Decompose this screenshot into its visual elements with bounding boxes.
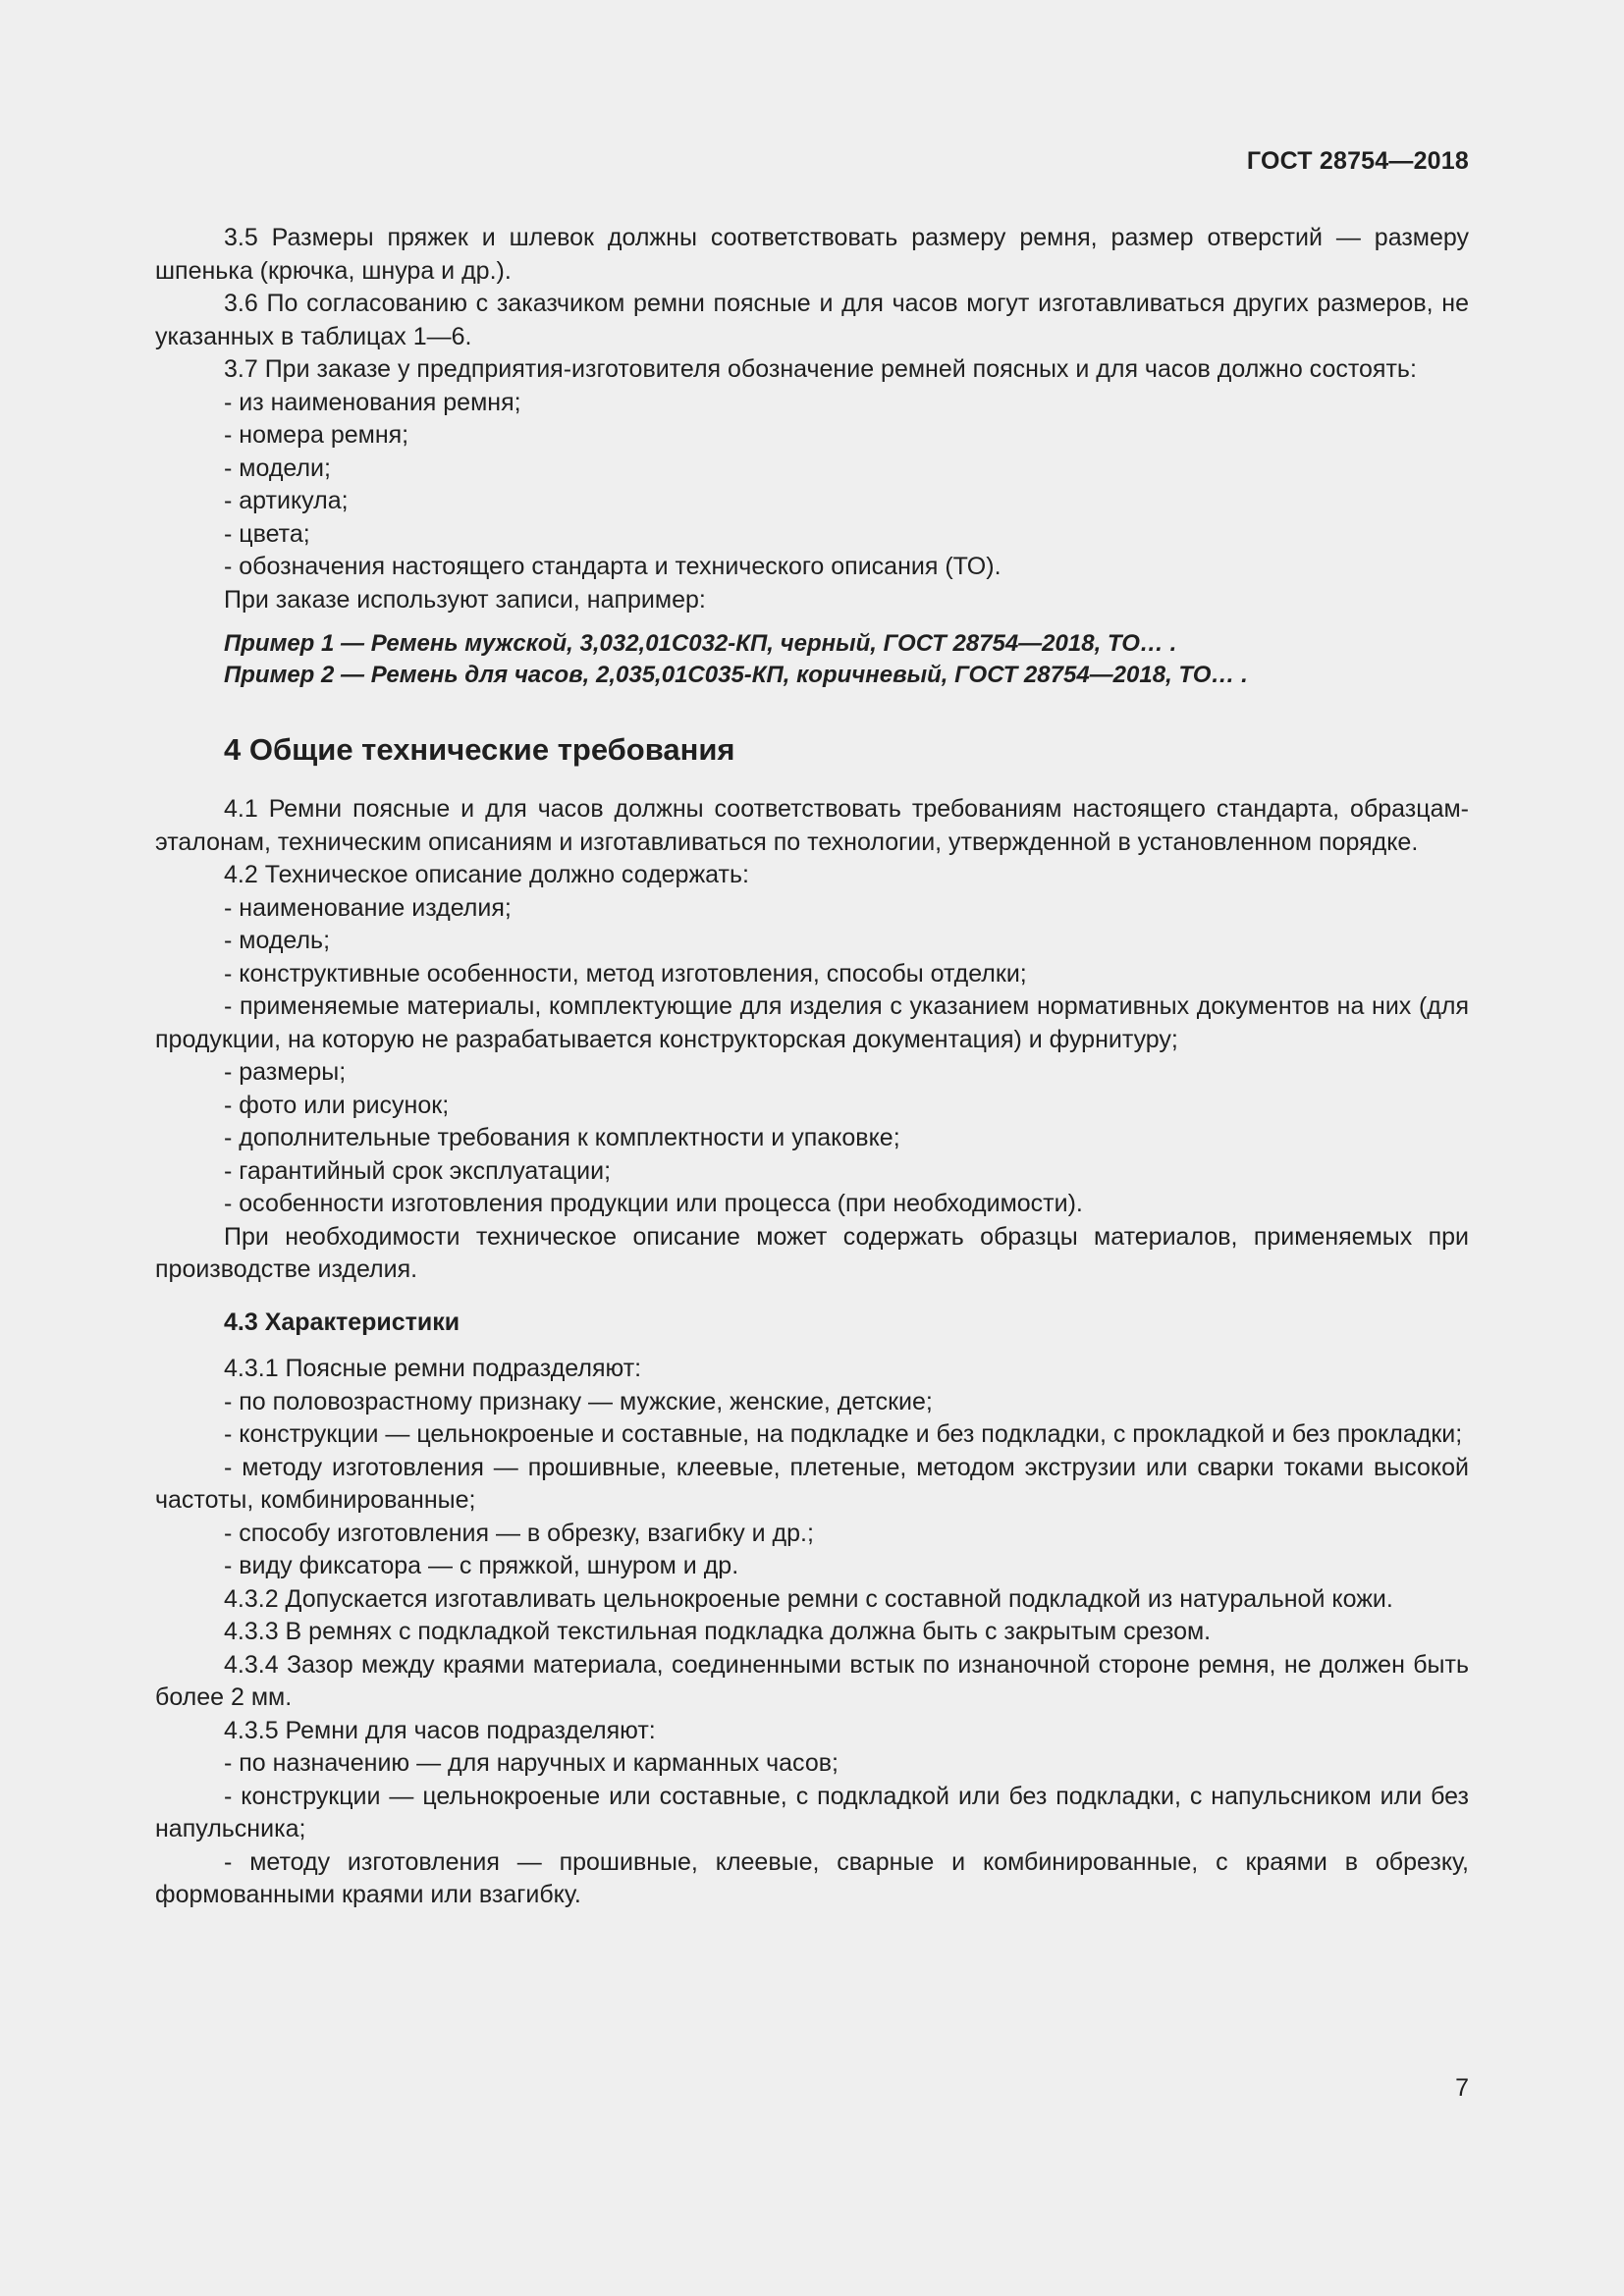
list-item: - конструкции — цельнокроеные и составные, на подкладке и без подкладки, с прокладкой и без прокладки;: [224, 1420, 1463, 1448]
list-item: - особенности изготовления продукции или процесса (при необходимости).: [224, 1190, 1083, 1217]
section-4-heading: 4 Общие технические требования: [224, 732, 735, 767]
list-item: - обозначения настоящего стандарта и технического описания (ТО).: [224, 553, 1001, 580]
paragraph-4-2: 4.2 Техническое описание должно содержать:: [224, 861, 749, 888]
paragraph-4-3-3: 4.3.3 В ремнях с подкладкой текстильная подкладка должна быть с закрытым срезом.: [224, 1618, 1212, 1645]
paragraph-3-7: 3.7 При заказе у предприятия-изготовителя обозначение ремней поясных и для часов должно состоять:: [224, 355, 1417, 383]
paragraph-3-5: 3.5 Размеры пряжек и шлевок должны соответствовать размеру ремня, размер отверстий — размеру шпенька (крючка, шнура и др.).: [155, 224, 1469, 285]
paragraph-4-1: 4.1 Ремни поясные и для часов должны соответствовать требованиям настоящего стандарта, образцам-эталонам, техническим описаниям и изготавливаться по технологии, утвержденной в установленном порядке.: [155, 795, 1469, 856]
list-item: - по назначению — для наручных и карманных часов;: [224, 1749, 839, 1777]
list-item: - гарантийный срок эксплуатации;: [224, 1156, 612, 1185]
list-item: - модель;: [224, 927, 331, 954]
list-item: - методу изготовления — прошивные, клеевые, плетеные, методом экструзии или сварки токами высокой частоты, комбинированные;: [155, 1453, 1469, 1514]
order-note: При заказе используют записи, например:: [224, 585, 706, 614]
list-item: - по половозрастному признаку — мужские, женские, детские;: [224, 1387, 933, 1415]
list-item: - конструктивные особенности, метод изготовления, способы отделки;: [224, 959, 1027, 988]
section-4-3-heading: 4.3 Характеристики: [224, 1308, 460, 1336]
list-item: - из наименования ремня;: [224, 388, 521, 416]
page-number: 7: [1455, 2074, 1469, 2102]
paragraph-4-2-note: При необходимости техническое описание может содержать образцы материалов, применяемых при производстве изделия.: [155, 1222, 1469, 1283]
list-item: - наименование изделия;: [224, 893, 512, 922]
list-item: - фото или рисунок;: [224, 1091, 450, 1119]
list-item: - применяемые материалы, комплектующие для изделия с указанием нормативных документов на них (для продукции, на которую не разрабатывается конструкторская документация) и фурнитуру;: [155, 992, 1469, 1053]
list-item: - дополнительные требования к комплектности и упаковке;: [224, 1124, 900, 1151]
list-item: - артикула;: [224, 487, 349, 514]
document-body: [155, 222, 1469, 1912]
list-item: - виду фиксатора — с пряжкой, шнуром и др.: [224, 1552, 739, 1579]
standard-designation: ГОСТ 28754—2018: [1246, 147, 1469, 175]
list-item: - конструкции — цельнокроеные или составные, с подкладкой или без подкладки, с напульсником или без напульсника;: [155, 1782, 1469, 1842]
example-2: Пример 2 — Ремень для часов, 2,035,01С035-КП, коричневый, ГОСТ 28754—2018, ТО… .: [224, 662, 1248, 688]
paragraph-4-3-2: 4.3.2 Допускается изготавливать цельнокроеные ремни с составной подкладкой из натуральной кожи.: [224, 1584, 1393, 1613]
example-1: Пример 1 — Ремень мужской, 3,032,01С032-КП, черный, ГОСТ 28754—2018, ТО… .: [224, 630, 1177, 657]
list-item: - модели;: [224, 454, 331, 482]
list-item: - методу изготовления — прошивные, клеевые, сварные и комбинированные, с краями в обрезку, формованными краями или взагибку.: [155, 1847, 1469, 1908]
paragraph-4-3-5: 4.3.5 Ремни для часов подразделяют:: [224, 1716, 656, 1744]
list-item: - цвета;: [224, 519, 310, 548]
list-item: - номера ремня;: [224, 421, 409, 449]
paragraph-3-6: 3.6 По согласованию с заказчиком ремни поясные и для часов могут изготавливаться других размеров, не указанных в таблицах 1—6.: [155, 290, 1469, 350]
paragraph-4-3-1: 4.3.1 Поясные ремни подразделяют:: [224, 1355, 642, 1382]
list-item: - способу изготовления — в обрезку, взагибку и др.;: [224, 1519, 814, 1547]
list-item: - размеры;: [224, 1058, 347, 1086]
paragraph-4-3-4: 4.3.4 Зазор между краями материала, соединенными встык по изнаночной стороне ремня, не должен быть более 2 мм.: [155, 1650, 1469, 1711]
